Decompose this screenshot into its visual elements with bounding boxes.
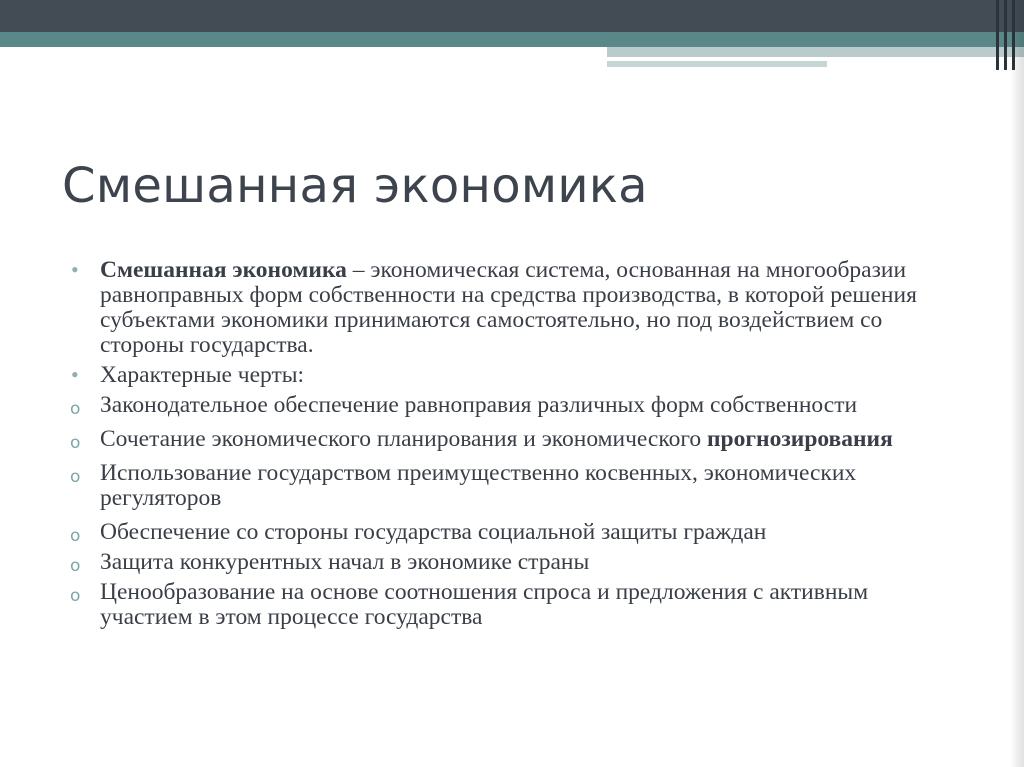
features-heading: Характерные черты: (100, 362, 305, 388)
slide-content (68, 258, 948, 630)
bullet-item (68, 258, 948, 358)
header-vertical-stripe (996, 0, 999, 70)
feature-text: Ценообразование на основе соотношения спроса и предложения с активным участием в этом процессе государства (100, 579, 869, 630)
feature-text: Обеспечение со стороны государства социальной защиты граждан (100, 519, 767, 545)
bullet-item (68, 363, 948, 388)
sub-bullet-item (68, 461, 948, 511)
sub-bullet-item (68, 393, 948, 418)
bullet-circle-icon: o (70, 556, 81, 576)
slide-edge-shadow (1010, 0, 1024, 767)
feature-bold-word: прогнозирования (707, 426, 893, 452)
bullet-dot-icon: • (71, 362, 79, 387)
bullet-circle-icon: o (70, 467, 81, 487)
header-light-stripe-small (607, 61, 827, 67)
feature-text: Законодательное обеспечение равноправия различных форм собственности (100, 392, 858, 418)
sub-bullet-item (68, 580, 948, 630)
term-bold: Смешанная экономика (100, 257, 347, 283)
slide-title: Смешанная экономика (62, 158, 648, 214)
bullet-circle-icon: o (70, 526, 81, 546)
bullet-dot-icon: • (71, 257, 79, 282)
sub-bullet-item (68, 520, 948, 545)
feature-text: Защита конкурентных начал в экономике страны (100, 549, 590, 575)
header-teal-band (0, 32, 1024, 47)
feature-text: Сочетание экономического планирования и экономического (100, 426, 708, 452)
header-dark-band (0, 0, 1024, 32)
bullet-circle-icon: o (70, 399, 81, 419)
sub-bullet-item (68, 550, 948, 575)
sub-bullet-item (68, 427, 948, 452)
bullet-circle-icon: o (70, 433, 81, 453)
definition-text: – экономическая система, основанная на многообразии равноправных форм собственности на средства производства, в которой решения субъектами экономики принимаются самостоятельно, но под воздействием со стороны государства. (100, 257, 917, 358)
header-vertical-stripe (1004, 0, 1007, 70)
bullet-circle-icon: o (70, 586, 81, 606)
header-light-stripe (607, 47, 1024, 57)
feature-text: Использование государством преимущественно косвенных, экономических регуляторов (100, 460, 857, 511)
